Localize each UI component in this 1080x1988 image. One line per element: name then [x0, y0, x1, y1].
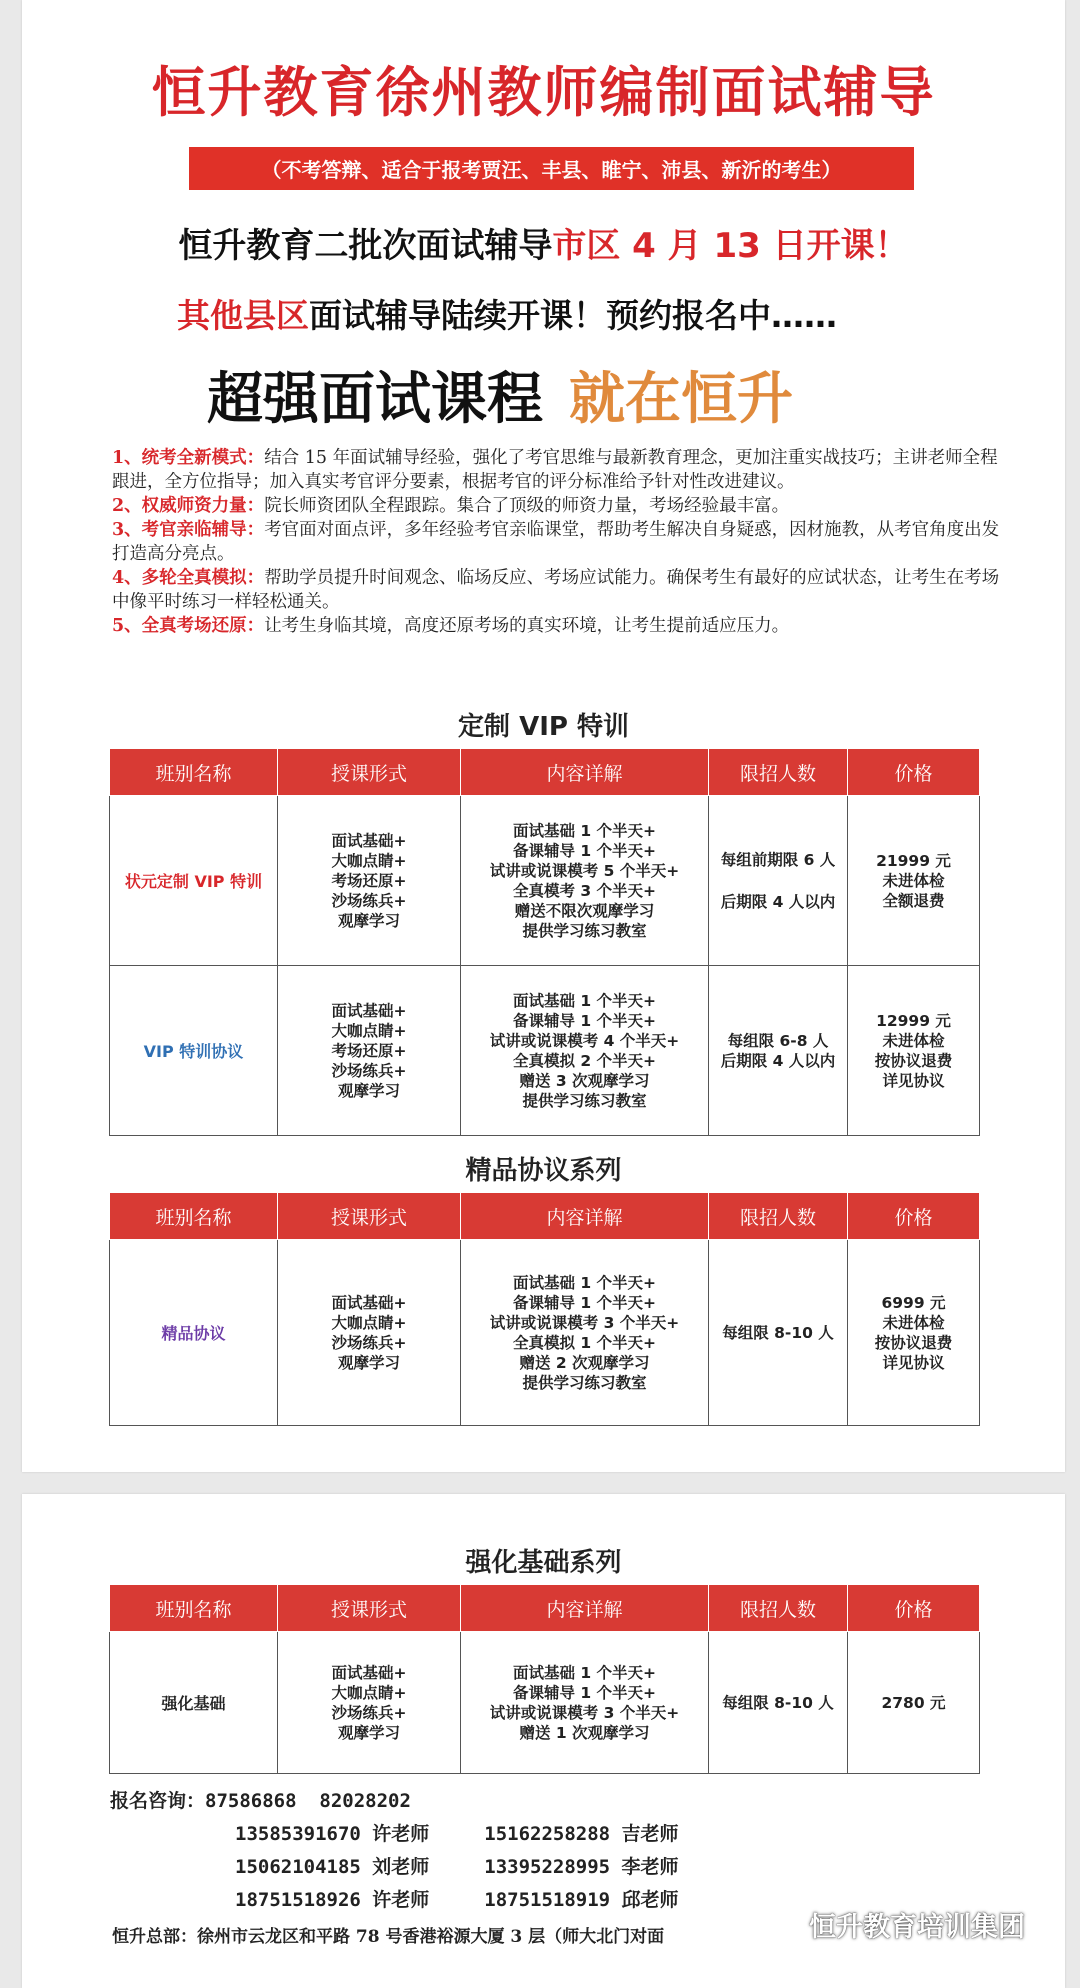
price-cell: 6999 元 未进体检 按协议退费 详见协议 — [848, 1240, 980, 1426]
col-header-name: 班别名称 — [110, 749, 278, 796]
price-cell: 21999 元 未进体检 全额退费 — [848, 796, 980, 966]
content-cell: 面试基础 1 个半天+ 备课辅导 1 个半天+ 试讲或说课模考 4 个半天+ 全真模拟 2 个半天+ 赠送 3 次观摩学习 提供学习练习教室 — [461, 966, 709, 1136]
county-label: 其他县区 — [177, 296, 309, 335]
county-text: 面试辅导陆续开课！预约报名中…… — [309, 296, 837, 335]
table-row — [110, 796, 980, 966]
price-cell: 12999 元 未进体检 按协议退费 详见协议 — [848, 966, 980, 1136]
wechat-icon — [775, 1911, 803, 1939]
format-cell: 面试基础+ 大咖点睛+ 沙场练兵+ 观摩学习 — [278, 1240, 461, 1426]
county-line — [177, 290, 837, 337]
col-header-format: 授课形式 — [278, 749, 461, 796]
limit-cell: 每组限 8-10 人 — [709, 1240, 848, 1426]
section-title-foundation: 强化基础系列 — [465, 1548, 622, 1578]
feature-item: 1、统考全新模式：结合 15 年面试辅导经验，强化了考官思维与最新教育理念，更加注重实战技巧；主讲老师全程跟进，全方位指导；加入真实考官评分要素，根据考官的评分标准给予针对性改进建议。 — [112, 448, 998, 492]
slogan-main: 超强面试课程 — [207, 367, 543, 432]
format-cell: 面试基础+ 大咖点睛+ 考场还原+ 沙场练兵+ 观摩学习 — [278, 796, 461, 966]
feature-item: 5、全真考场还原：让考生身临其境，高度还原考场的真实环境，让考生提前适应压力。 — [112, 616, 790, 636]
schedule-text: 恒升教育二批次面试辅导 — [178, 226, 553, 266]
col-header-limit: 限招人数 — [709, 1193, 848, 1240]
class-name: 强化基础 — [110, 1632, 278, 1774]
price-cell: 2780 元 — [848, 1632, 980, 1774]
col-header-content: 内容详解 — [461, 1193, 709, 1240]
col-header-limit: 限招人数 — [709, 749, 848, 796]
feature-list — [112, 446, 1002, 638]
schedule-line — [22, 218, 1065, 267]
table-row — [110, 1632, 980, 1774]
contact-block — [110, 1785, 679, 1917]
content-cell: 面试基础 1 个半天+ 备课辅导 1 个半天+ 试讲或说课模考 3 个半天+ 赠送 1 次观摩学习 — [461, 1632, 709, 1774]
poster-title: 恒升教育徐州教师编制面试辅导 — [151, 61, 936, 124]
col-header-name: 班别名称 — [110, 1585, 278, 1632]
feature-item: 2、权威师资力量：院长师资团队全程跟踪。集合了顶级的师资力量，考场经验最丰富。 — [112, 496, 790, 516]
schedule-date: 市区 4 月 13 日开课！ — [552, 226, 909, 266]
limit-cell: 每组限 8-10 人 — [709, 1632, 848, 1774]
table-row — [110, 966, 980, 1136]
col-header-name: 班别名称 — [110, 1193, 278, 1240]
class-name: VIP 特训协议 — [110, 966, 278, 1136]
col-header-content: 内容详解 — [461, 749, 709, 796]
class-name: 精品协议 — [110, 1240, 278, 1426]
subtitle-banner: （不考答辩、适合于报考贾汪、丰县、睢宁、沛县、新沂的考生） — [189, 147, 914, 190]
feature-item: 4、多轮全真模拟：帮助学员提升时间观念、临场反应、考场应试能力。确保考生有最好的应试状态，让考生在考场中像平时练习一样轻松通关。 — [112, 568, 1000, 612]
teacher-row: 15062104185 刘老师 13395228995 李老师 — [235, 1856, 679, 1878]
vip-table — [109, 748, 980, 1136]
teacher-row: 13585391670 许老师 15162258288 吉老师 — [235, 1823, 679, 1845]
format-cell: 面试基础+ 大咖点睛+ 沙场练兵+ 观摩学习 — [278, 1632, 461, 1774]
table-row — [110, 1240, 980, 1426]
col-header-price: 价格 — [848, 1193, 980, 1240]
foundation-table — [109, 1584, 980, 1774]
teacher-row: 18751518926 许老师 18751518919 邱老师 — [235, 1889, 679, 1911]
watermark-text: 恒升教育培训集团 — [809, 1912, 1025, 1943]
col-header-price: 价格 — [848, 749, 980, 796]
section-title-premium: 精品协议系列 — [465, 1156, 622, 1186]
slogan-accent: 就在恒升 — [569, 367, 793, 432]
limit-cell: 每组限 6-8 人 后期限 4 人以内 — [709, 966, 848, 1136]
content-cell: 面试基础 1 个半天+ 备课辅导 1 个半天+ 试讲或说课模考 5 个半天+ 全真模考 3 个半天+ 赠送不限次观摩学习 提供学习练习教室 — [461, 796, 709, 966]
premium-table — [109, 1192, 980, 1426]
watermark — [775, 1905, 1025, 1944]
poster-page-1 — [22, 0, 1065, 1472]
limit-cell: 每组前期限 6 人 后期限 4 人以内 — [709, 796, 848, 966]
col-header-price: 价格 — [848, 1585, 980, 1632]
content-cell: 面试基础 1 个半天+ 备课辅导 1 个半天+ 试讲或说课模考 3 个半天+ 全真模拟 1 个半天+ 赠送 2 次观摩学习 提供学习练习教室 — [461, 1240, 709, 1426]
class-name: 状元定制 VIP 特训 — [110, 796, 278, 966]
headquarters-address: 恒升总部：徐州市云龙区和平路 78 号香港裕源大厦 3 层（师大北门对面 — [112, 1927, 665, 1947]
section-title-vip: 定制 VIP 特训 — [458, 712, 629, 742]
col-header-content: 内容详解 — [461, 1585, 709, 1632]
feature-item: 3、考官亲临辅导：考官面对面点评，多年经验考官亲临课堂，帮助考生解决自身疑惑，因材施教，从考官角度出发打造高分亮点。 — [112, 520, 1000, 564]
col-header-format: 授课形式 — [278, 1585, 461, 1632]
slogan — [207, 355, 793, 435]
contact-phones: 报名咨询：87586868 82028202 — [110, 1790, 411, 1812]
col-header-format: 授课形式 — [278, 1193, 461, 1240]
format-cell: 面试基础+ 大咖点睛+ 考场还原+ 沙场练兵+ 观摩学习 — [278, 966, 461, 1136]
col-header-limit: 限招人数 — [709, 1585, 848, 1632]
